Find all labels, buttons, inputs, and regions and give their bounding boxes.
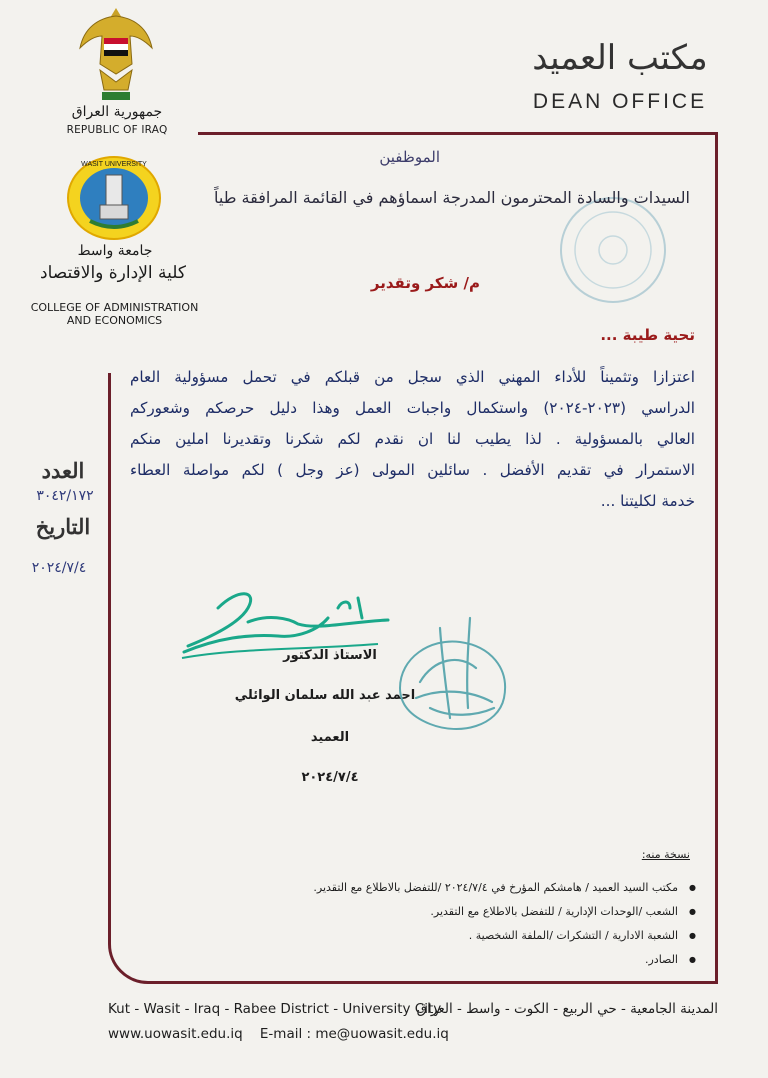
- email-link[interactable]: E-mail : me@uowasit.edu.iq: [259, 1026, 449, 1042]
- dean-office-arabic: مكتب العميد: [532, 38, 708, 78]
- wasit-university-logo-icon: [66, 155, 162, 245]
- college-english-line1: COLLEGE OF ADMINISTRATION: [30, 301, 199, 314]
- number-value: ٣٠٤٢/١٧٢: [36, 488, 94, 504]
- uni-logo-text: WASIT UNIVERSITY: [81, 161, 147, 168]
- body-line: خدمة لكليتنا ...: [600, 492, 695, 510]
- website-link[interactable]: www.uowasit.edu.iq: [108, 1026, 243, 1042]
- address-arabic: المدينة الجامعية - حي الربيع - الكوت - واسط - العراق: [416, 1001, 718, 1017]
- date-label: التاريخ: [35, 514, 91, 539]
- copies-list: [200, 880, 678, 976]
- official-stamp-icon: [380, 598, 530, 752]
- list-item: الشعبة الادارية / التشكرات /الملفة الشخصية . ●: [200, 928, 678, 952]
- letter-subject: م/ شكر وتقدير: [370, 274, 480, 292]
- date-value: ٢٠٢٤/٧/٤: [31, 560, 87, 576]
- body-line: الدراسي (٢٠٢٣-٢٠٢٤) واستكمال واجبات العمل وهذا دليل حرصكم وشعوركم: [130, 399, 695, 417]
- body-line: الاستمرار في تقديم الأفضل . سائلين المولى (عز وجل ) لكم مواصلة العطاء: [130, 461, 695, 479]
- list-item: الصادر. ●: [200, 952, 678, 976]
- body-line: العالي بالمسؤولية . لذا يطيب لنا ان نقدم لكم شكرنا وتقديرنا املين منكم: [130, 430, 695, 448]
- signature-date: ٢٠٢٤/٧/٤: [301, 770, 359, 785]
- recipients-line: السيدات والسادة المحترمون المدرجة اسماؤهم في القائمة المرافقة طياً: [214, 188, 690, 207]
- signatory-title: الاستاذ الدكتور: [283, 648, 377, 663]
- signatory-name: احمد عبد الله سلمان الوائلي: [234, 688, 416, 703]
- dean-office-english: DEAN OFFICE: [532, 90, 708, 113]
- signatory-role: العميد: [310, 730, 350, 745]
- republic-arabic: جمهورية العراق: [71, 104, 163, 120]
- iraq-eagle-emblem-icon: [78, 4, 154, 108]
- list-item: مكتب السيد العميد / هامشكم المؤرخ في ٢٠٢٤/٧/٤ /للتفضل بالاطلاع مع التقدير. ●: [200, 880, 678, 904]
- body-line: اعتزازا وتثميناً للأداء المهني الذي سجل من قبلكم في تحمل مسؤولية العام: [130, 368, 695, 386]
- letter-greeting: تحية طيبة ...: [600, 326, 695, 344]
- address-english: Kut - Wasit - Iraq - Rabee District - University City: [108, 1001, 442, 1017]
- copies-label: نسخة منه:: [641, 848, 690, 861]
- footer-contact: [108, 1026, 508, 1042]
- handwritten-note: الموظفين: [379, 148, 440, 166]
- republic-english: REPUBLIC OF IRAQ: [66, 124, 168, 136]
- faint-stamp-icon: [548, 190, 678, 314]
- college-english-line2: AND ECONOMICS: [66, 314, 163, 327]
- letter-body: [130, 362, 695, 517]
- college-arabic: كلية الإدارة والاقتصاد: [40, 263, 186, 283]
- university-arabic: جامعة واسط: [77, 243, 153, 259]
- number-label: العدد: [41, 458, 85, 483]
- list-item: الشعب /الوحدات الإدارية / للتفضل بالاطلاع مع التقدير. ●: [200, 904, 678, 928]
